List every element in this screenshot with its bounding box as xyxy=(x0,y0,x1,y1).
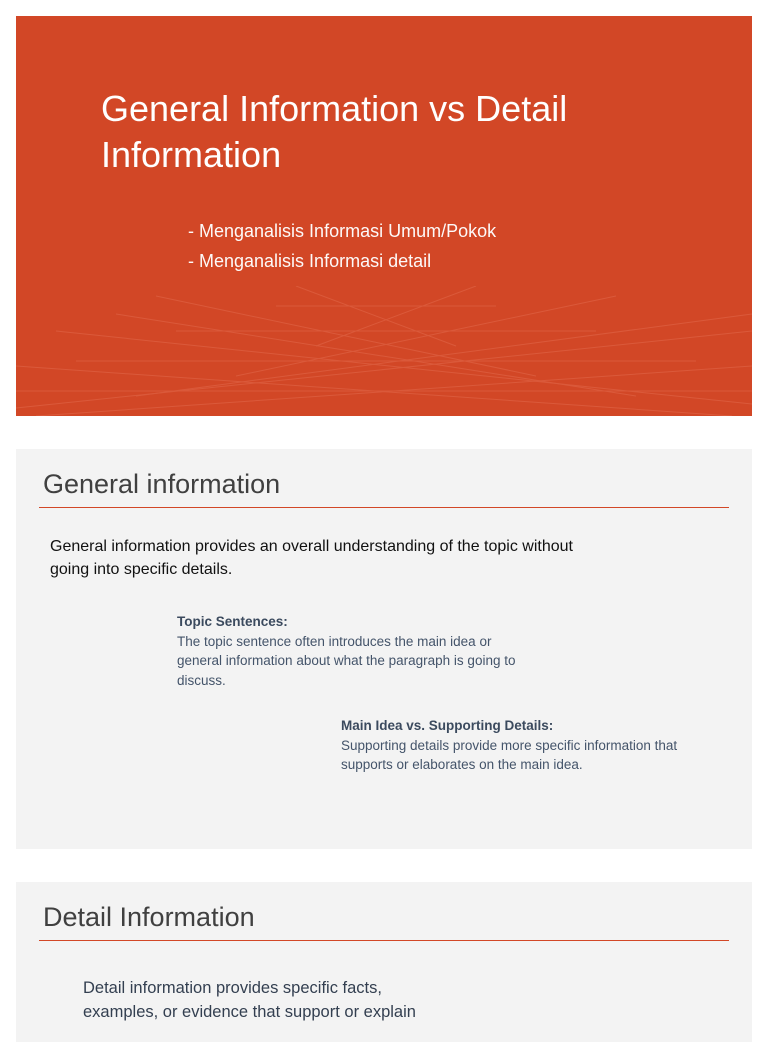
slide-title xyxy=(101,86,701,178)
topic-sentences-label: Topic Sentences: xyxy=(177,614,288,629)
topic-sentences-line-2: general information about what the paragraph is going to xyxy=(177,653,516,668)
subtitle-bullet-1: - Menganalisis Informasi Umum/Pokok xyxy=(188,221,497,241)
main-idea-line-1: Supporting details provide more specific information that xyxy=(341,737,678,753)
subtitle-bullets xyxy=(188,216,496,276)
main-idea-line-2: supports or elaborates on the main idea. xyxy=(341,757,583,772)
slide-heading: General information xyxy=(43,469,281,499)
heading-divider xyxy=(39,507,729,508)
intro-line-2: going into specific details. xyxy=(50,561,233,578)
detail-paragraph xyxy=(83,976,416,1024)
main-idea-label: Main Idea vs. Supporting Details: xyxy=(341,718,554,733)
intro-paragraph xyxy=(50,535,690,581)
slide-heading: Detail Information xyxy=(43,902,255,932)
slide-title-line-2: Information xyxy=(101,134,282,175)
detail-line-1: Detail information provides specific facts, xyxy=(83,979,382,997)
detail-information-slide xyxy=(16,882,752,1042)
topic-sentences-block xyxy=(177,612,515,690)
general-information-slide xyxy=(16,449,752,849)
topic-sentences-line-1: The topic sentence often introduces the main idea or xyxy=(177,633,492,649)
topic-sentences-line-3: discuss. xyxy=(177,672,226,688)
main-idea-block xyxy=(341,716,677,775)
detail-line-2: examples, or evidence that support or explain xyxy=(83,1003,416,1021)
title-slide xyxy=(16,16,752,416)
perspective-grid-decoration xyxy=(16,286,752,416)
intro-line-1: General information provides an overall understanding of the topic without xyxy=(50,538,573,555)
heading-divider xyxy=(39,940,729,941)
slide-title-line-1: General Information vs Detail xyxy=(101,88,568,129)
subtitle-bullet-2: - Menganalisis Informasi detail xyxy=(188,251,432,271)
